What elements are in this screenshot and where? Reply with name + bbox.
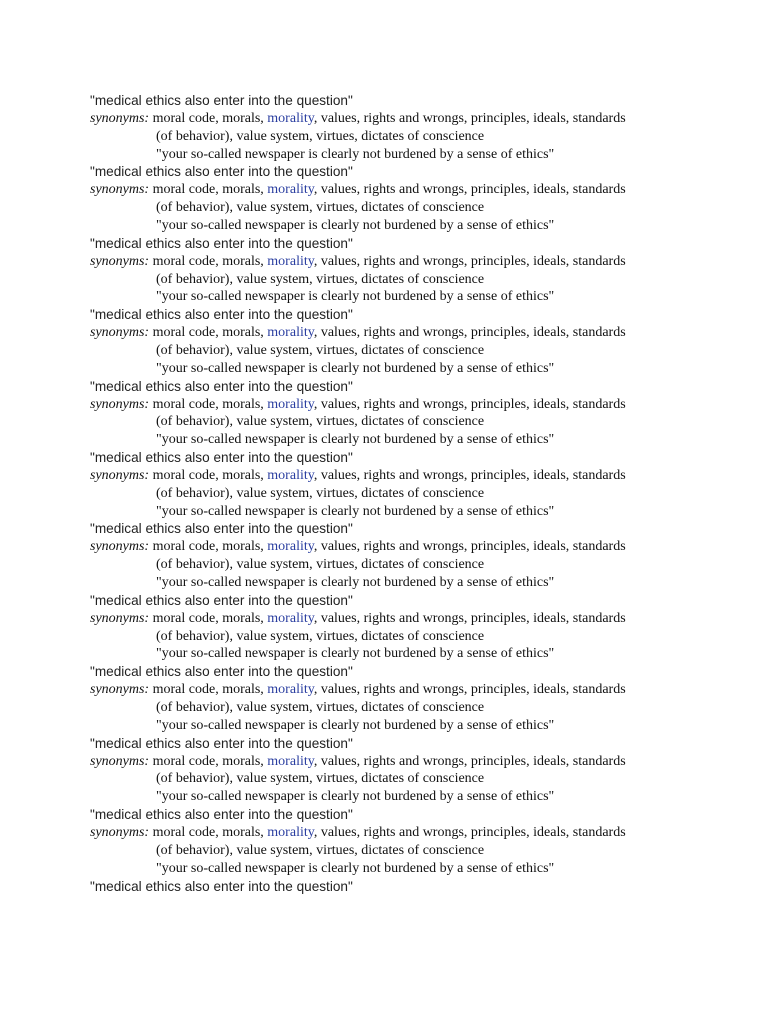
synonyms-text: moral code, morals, [149, 682, 268, 698]
synonyms-text: moral code, morals, [149, 325, 268, 341]
example-quote: "medical ethics also enter into the question" [90, 93, 353, 108]
synonyms-label: synonyms: [90, 253, 150, 269]
synonyms-text: , values, rights and wrongs, principles, ideals, standards [313, 325, 626, 341]
synonyms-block [90, 467, 690, 520]
synonym-link-morality[interactable]: morality [267, 753, 314, 769]
example-quote: "medical ethics also enter into the question" [90, 235, 353, 251]
synonyms-text: , values, rights and wrongs, principles, ideals, standards [313, 111, 626, 126]
synonyms-continuation: (of behavior), value system, virtues, dictates of conscience [156, 414, 485, 430]
example-quote: "medical ethics also enter into the question" [90, 664, 353, 680]
synonym-link-morality[interactable]: morality [267, 111, 314, 126]
second-example-quote: "your so-called newspaper is clearly not burdened by a sense of ethics" [156, 146, 555, 162]
definition-entry [90, 735, 690, 806]
synonyms-block [90, 396, 690, 449]
synonyms-continuation: (of behavior), value system, virtues, dictates of conscience [156, 699, 485, 715]
synonyms-text: moral code, morals, [149, 253, 268, 269]
synonyms-block [90, 324, 690, 377]
synonyms-block [90, 253, 690, 306]
synonym-link-morality[interactable]: morality [267, 396, 314, 412]
example-quote: "medical ethics also enter into the question" [90, 164, 353, 180]
example-quote: "medical ethics also enter into the question" [90, 307, 353, 323]
synonyms-text: moral code, morals, [149, 396, 268, 412]
synonym-link-morality[interactable]: morality [267, 182, 314, 198]
synonym-link-morality[interactable]: morality [267, 539, 314, 555]
example-quote: "medical ethics also enter into the question" [90, 592, 353, 608]
definition-entry [90, 520, 690, 591]
synonyms-label: synonyms: [90, 467, 150, 483]
synonym-link-morality[interactable]: morality [267, 253, 314, 269]
second-example-quote: "your so-called newspaper is clearly not burdened by a sense of ethics" [156, 717, 555, 733]
synonyms-text: , values, rights and wrongs, principles, ideals, standards [313, 182, 626, 198]
synonym-link-morality[interactable]: morality [267, 467, 314, 483]
synonyms-continuation: (of behavior), value system, virtues, dictates of conscience [156, 842, 485, 858]
synonyms-text: , values, rights and wrongs, principles, ideals, standards [313, 396, 626, 412]
example-quote: "medical ethics also enter into the question" [90, 449, 353, 465]
second-example-quote: "your so-called newspaper is clearly not burdened by a sense of ethics" [156, 860, 555, 876]
definition-entry [90, 806, 690, 877]
synonyms-continuation: (of behavior), value system, virtues, dictates of conscience [156, 128, 485, 144]
synonyms-label: synonyms: [90, 396, 150, 412]
synonyms-text: moral code, morals, [149, 111, 268, 126]
synonyms-text: moral code, morals, [149, 753, 268, 769]
synonyms-continuation: (of behavior), value system, virtues, dictates of conscience [156, 271, 485, 287]
synonyms-text: moral code, morals, [149, 182, 268, 198]
synonym-link-morality[interactable]: morality [267, 824, 314, 840]
second-example-quote: "your so-called newspaper is clearly not burdened by a sense of ethics" [156, 289, 555, 305]
synonyms-block [90, 753, 690, 806]
definition-entry [90, 163, 690, 234]
synonyms-continuation: (of behavior), value system, virtues, dictates of conscience [156, 342, 485, 358]
synonyms-block [90, 824, 690, 877]
synonyms-text: , values, rights and wrongs, principles, ideals, standards [313, 753, 626, 769]
second-example-quote: "your so-called newspaper is clearly not burdened by a sense of ethics" [156, 503, 555, 519]
synonyms-label: synonyms: [90, 182, 150, 198]
synonyms-continuation: (of behavior), value system, virtues, dictates of conscience [156, 628, 485, 644]
second-example-quote: "your so-called newspaper is clearly not burdened by a sense of ethics" [156, 646, 555, 662]
synonyms-text: moral code, morals, [149, 610, 268, 626]
definition-entry [90, 378, 690, 449]
synonyms-label: synonyms: [90, 682, 150, 698]
synonyms-block [90, 538, 690, 591]
synonyms-block [90, 610, 690, 663]
synonyms-text: , values, rights and wrongs, principles, ideals, standards [313, 467, 626, 483]
synonyms-continuation: (of behavior), value system, virtues, dictates of conscience [156, 200, 485, 216]
synonyms-text: moral code, morals, [149, 824, 268, 840]
example-quote: "medical ethics also enter into the question" [90, 521, 353, 537]
synonyms-text: moral code, morals, [149, 467, 268, 483]
definition-entry [90, 592, 690, 663]
synonyms-label: synonyms: [90, 539, 150, 555]
synonym-link-morality[interactable]: morality [267, 610, 314, 626]
synonyms-label: synonyms: [90, 753, 150, 769]
second-example-quote: "your so-called newspaper is clearly not burdened by a sense of ethics" [156, 574, 555, 590]
definition-entry [90, 235, 690, 306]
synonyms-continuation: (of behavior), value system, virtues, dictates of conscience [156, 771, 485, 787]
second-example-quote: "your so-called newspaper is clearly not burdened by a sense of ethics" [156, 432, 555, 448]
synonym-link-morality[interactable]: morality [267, 325, 314, 341]
synonyms-block [90, 181, 690, 234]
synonyms-label: synonyms: [90, 824, 150, 840]
synonyms-label: synonyms: [90, 610, 150, 626]
synonyms-block [90, 110, 690, 163]
synonym-link-morality[interactable]: morality [267, 682, 314, 698]
example-quote: "medical ethics also enter into the question" [90, 879, 353, 894]
synonyms-label: synonyms: [90, 111, 150, 126]
definition-entry [90, 663, 690, 734]
second-example-quote: "your so-called newspaper is clearly not burdened by a sense of ethics" [156, 360, 555, 376]
example-quote: "medical ethics also enter into the question" [90, 378, 353, 394]
synonyms-text: , values, rights and wrongs, principles, ideals, standards [313, 824, 626, 840]
example-quote: "medical ethics also enter into the question" [90, 735, 353, 751]
definition-entry [90, 306, 690, 377]
synonyms-text: , values, rights and wrongs, principles, ideals, standards [313, 682, 626, 698]
definition-entries [90, 92, 690, 877]
synonyms-text: , values, rights and wrongs, principles, ideals, standards [313, 610, 626, 626]
synonyms-continuation: (of behavior), value system, virtues, dictates of conscience [156, 557, 485, 573]
synonyms-continuation: (of behavior), value system, virtues, dictates of conscience [156, 485, 485, 501]
synonyms-text: , values, rights and wrongs, principles, ideals, standards [313, 253, 626, 269]
synonyms-label: synonyms: [90, 325, 150, 341]
example-quote: "medical ethics also enter into the question" [90, 806, 353, 822]
second-example-quote: "your so-called newspaper is clearly not burdened by a sense of ethics" [156, 789, 555, 805]
synonyms-text: moral code, morals, [149, 539, 268, 555]
synonyms-text: , values, rights and wrongs, principles, ideals, standards [313, 539, 626, 555]
definition-entry [90, 449, 690, 520]
synonyms-block [90, 681, 690, 734]
definition-entry [90, 92, 690, 163]
second-example-quote: "your so-called newspaper is clearly not burdened by a sense of ethics" [156, 217, 555, 233]
